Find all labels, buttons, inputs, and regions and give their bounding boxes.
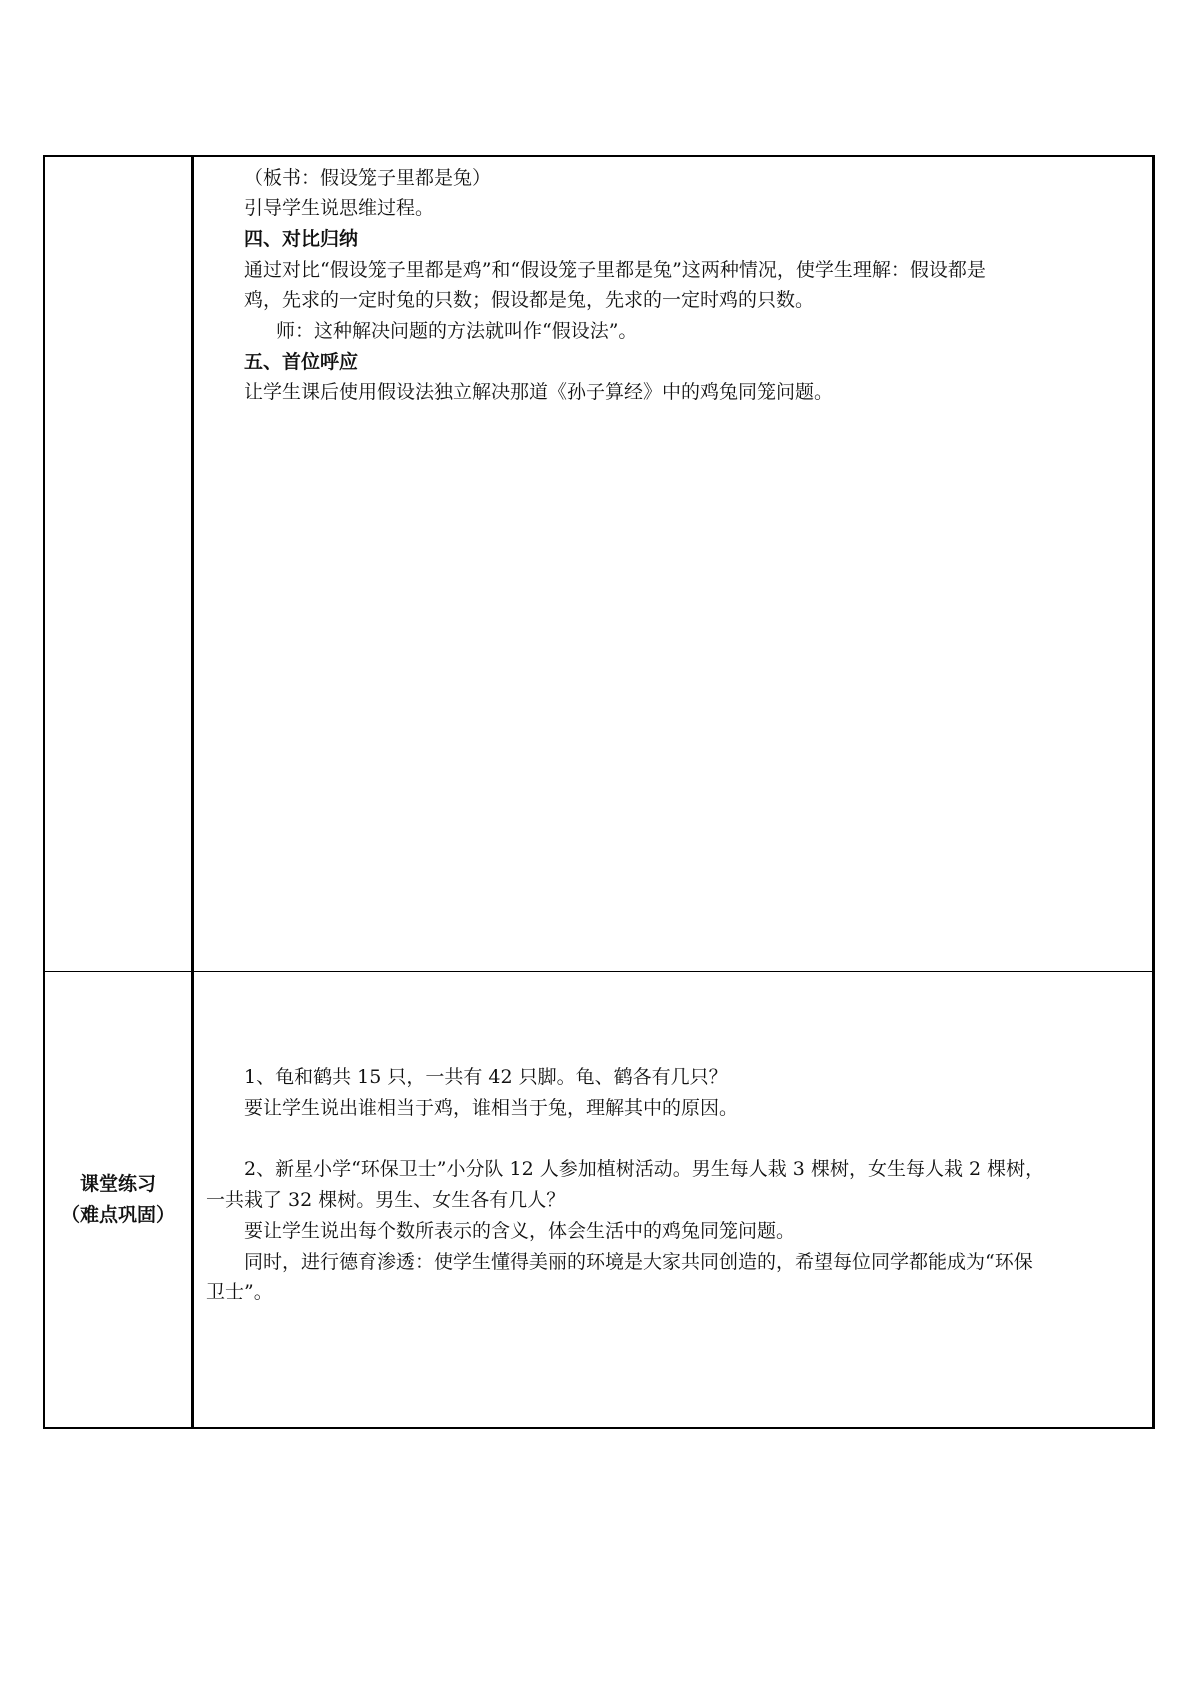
homework-line: 让学生课后使用假设法独立解决那道《孙子算经》中的鸡兔同笼问题。: [244, 381, 834, 403]
lesson-plan-table: [43, 155, 1155, 1429]
exercise-2-note: 要让学生说出每个数所表示的含义，体会生活中的鸡兔同笼问题。: [244, 1220, 796, 1242]
exercise-2-line-2: 一共栽了 32 棵树。男生、女生各有几人？: [206, 1189, 566, 1211]
practice-label: 课堂练习 （难点巩固）: [60, 1172, 175, 1226]
practice-label-cell: [45, 972, 194, 1427]
process-content-cell: [194, 157, 1152, 971]
board-note: （板书：假设笼子里都是兔）: [244, 167, 492, 189]
practice-content-cell: [194, 972, 1152, 1427]
practice-row: [45, 972, 1152, 1427]
exercise-1-note: 要让学生说出谁相当于鸡，谁相当于兔，理解其中的原因。: [244, 1097, 739, 1119]
compare-line-2: 鸡，先求的一定时兔的只数；假设都是兔，先求的一定时鸡的只数。: [244, 289, 815, 311]
process-row: [45, 157, 1152, 972]
moral-line-2: 卫士”。: [206, 1281, 273, 1303]
guide-line: 引导学生说思维过程。: [244, 197, 435, 219]
process-label-cell: [45, 157, 194, 971]
moral-line-1: 同时，进行德育渗透：使学生懂得美丽的环境是大家共同创造的，希望每位同学都能成为“环保: [244, 1251, 1033, 1273]
exercise-1: 1、龟和鹤共 15 只，一共有 42 只脚。龟、鹤各有几只？: [244, 1066, 728, 1088]
exercise-2-line-1: 2、新星小学“环保卫士”小分队 12 人参加植树活动。男生每人栽 3 棵树，女生每人栽 2 棵树，: [244, 1158, 1045, 1180]
heading-echo: 五、首位呼应: [244, 351, 359, 373]
heading-compare: 四、对比归纳: [244, 228, 359, 250]
compare-line-1: 通过对比“假设笼子里都是鸡”和“假设笼子里都是兔”这两种情况，使学生理解：假设都是: [244, 259, 986, 281]
teacher-line: 师：这种解决问题的方法就叫作“假设法”。: [276, 320, 638, 342]
